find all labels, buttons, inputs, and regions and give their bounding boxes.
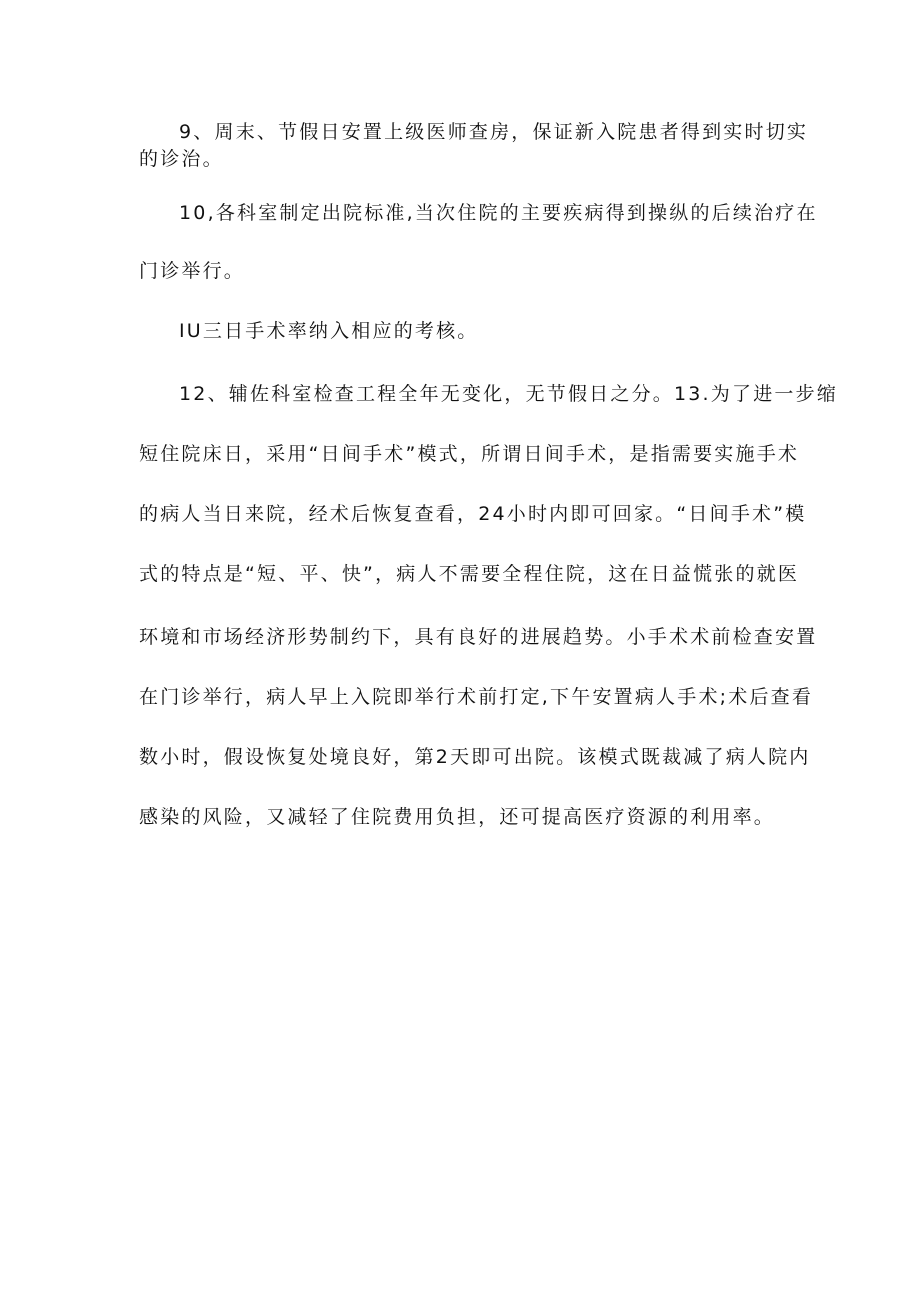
paragraph-4-line-8: 感染的风险，又减轻了住院费用负担，还可提高医疗资源的利用率。 <box>139 806 776 828</box>
paragraph-3-line-1: IU三日手术率纳入相应的考核。 <box>179 320 479 342</box>
paragraph-4-line-6: 在门诊举行，病人早上入院即举行术前打定,下午安置病人手术;术后查看 <box>139 686 814 708</box>
paragraph-1-line-1: 9、周末、节假日安置上级医师查房，保证新入院患者得到实时切实 <box>179 121 809 143</box>
paragraph-2-line-2: 门诊举行。 <box>139 260 246 282</box>
paragraph-4-line-2: 短住院床日，采用“日间手术”模式，所谓日间手术，是指需要实施手术 <box>139 443 800 465</box>
paragraph-4-line-3: 的病人当日来院，经术后恢复查看，24小时内即可回家。“日间手术”模 <box>139 503 807 525</box>
paragraph-1-line-2: 的诊治。 <box>139 148 224 170</box>
paragraph-4-line-1: 12、辅佐科室检查工程全年无变化，无节假日之分。13.为了进一步缩 <box>179 383 838 405</box>
paragraph-2-line-1: 10,各科室制定出院标准,当次住院的主要疾病得到操纵的后续治疗在 <box>179 202 818 224</box>
paragraph-4-line-5: 环境和市场经济形势制约下，具有良好的进展趋势。小手术术前检查安置 <box>139 626 818 648</box>
paragraph-4-line-4: 式的特点是“短、平、快”，病人不需要全程住院，这在日益慌张的就医 <box>139 563 800 585</box>
paragraph-4-line-7: 数小时，假设恢复处境良好，第2天即可出院。该模式既裁减了病人院内 <box>139 746 811 768</box>
